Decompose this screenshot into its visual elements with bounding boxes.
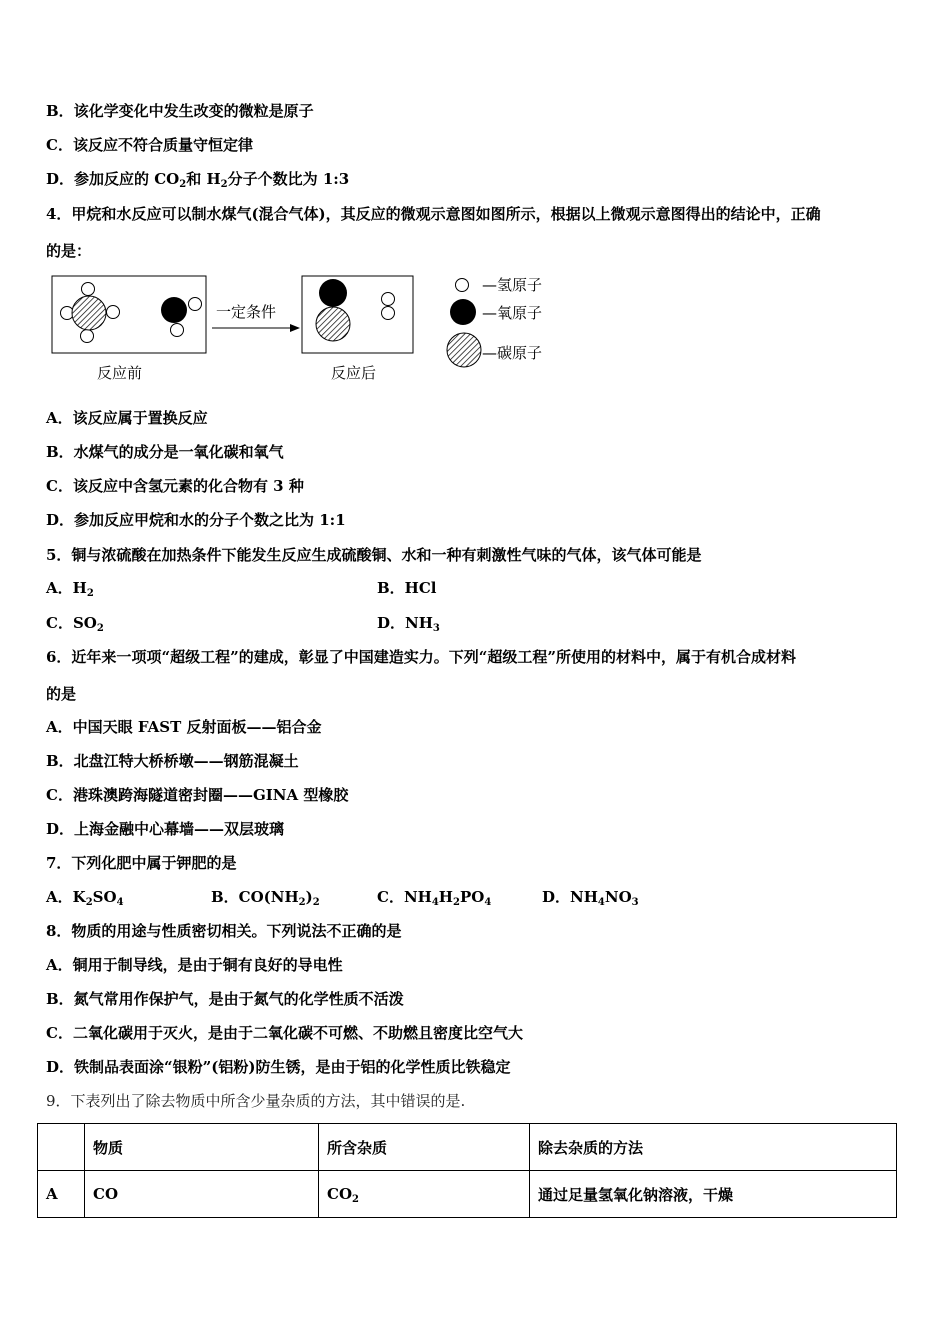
q5-option-c — [46, 613, 104, 633]
impurity-table — [37, 1123, 897, 1218]
impurity-sub: 2 — [352, 1194, 359, 1205]
q7-c-s1: 4 — [431, 897, 439, 908]
q4-option-a: A．该反应属于置换反应 — [46, 409, 208, 427]
reaction-diagram — [50, 273, 570, 393]
q7-d-t1: D．NH — [542, 888, 598, 906]
q5-option-a-sub: 2 — [86, 588, 94, 599]
co-oxygen — [319, 279, 347, 307]
q7-option-d — [542, 887, 639, 907]
q6-option-c: C．港珠澳跨海隧道密封圈——GINA 型橡胶 — [46, 786, 349, 804]
q7-option-c — [377, 887, 491, 907]
q3-sub-h2: 2 — [220, 179, 228, 190]
table-header-cell — [38, 1124, 85, 1171]
q6-option-b: B．北盘江特大桥桥墩——钢筋混凝土 — [46, 752, 299, 770]
q5-option-d — [377, 613, 440, 633]
q7-d-s2: 3 — [631, 897, 639, 908]
legend-carbon-label: —碳原子 — [482, 344, 543, 362]
q5-option-a-text: A．H — [46, 579, 87, 597]
after-label: 反应后 — [331, 364, 377, 382]
q3-option-b: B．该化学变化中发生改变的微粒是原子 — [46, 102, 314, 120]
q7-c-s2: 2 — [452, 897, 460, 908]
table-header-cell: 所含杂质 — [319, 1124, 530, 1171]
q7-option-b — [211, 887, 320, 907]
q3-option-d-text3: 分子个数比为 1:3 — [227, 170, 350, 188]
q8-option-d: D．铁制品表面涂“银粉”(铝粉)防生锈，是由于铝的化学性质比铁稳定 — [46, 1058, 511, 1076]
legend-oxygen-icon — [450, 299, 476, 325]
legend-hydrogen-label: —氢原子 — [482, 276, 543, 294]
methane-carbon — [72, 296, 106, 330]
legend-hydrogen-icon — [456, 279, 469, 292]
q4-option-d: D．参加反应甲烷和水的分子个数之比为 1:1 — [46, 511, 346, 529]
q4-option-c: C．该反应中含氢元素的化合物有 3 种 — [46, 477, 304, 495]
table-row — [38, 1171, 897, 1218]
q7-a-t2: SO — [92, 888, 117, 906]
h2-hydrogen-1 — [382, 293, 395, 306]
q7-c-s3: 4 — [484, 897, 492, 908]
q5-option-d-text: D．NH — [377, 614, 433, 632]
before-label: 反应前 — [97, 364, 143, 382]
q7-a-s1: 2 — [85, 897, 93, 908]
q6-option-a: A．中国天眼 FAST 反射面板——铝合金 — [46, 718, 322, 736]
q8-stem: 8．物质的用途与性质密切相关。下列说法不正确的是 — [46, 922, 402, 940]
q7-d-t2: NO — [604, 888, 632, 906]
q6-option-d: D．上海金融中心幕墙——双层玻璃 — [46, 820, 285, 838]
q8-option-b: B．氮气常用作保护气，是由于氮气的化学性质不活泼 — [46, 990, 404, 1008]
q7-d-s1: 4 — [597, 897, 605, 908]
q7-b-t2: ) — [305, 888, 313, 906]
q4-stem-line1: 4．甲烷和水反应可以制水煤气(混合气体)，其反应的微观示意图如图所示，根据以上微观示意图得出的结论中，正确 — [46, 205, 821, 223]
q5-option-d-sub: 3 — [432, 623, 440, 634]
q4-stem-line2: 的是： — [46, 242, 92, 260]
water-hydrogen-1 — [189, 298, 202, 311]
table-header-row — [38, 1124, 897, 1171]
table-cell-substance: CO — [85, 1171, 319, 1218]
legend-oxygen-label: —氧原子 — [482, 304, 543, 322]
q7-a-s2: 4 — [116, 897, 124, 908]
q5-option-b: B．HCl — [377, 579, 437, 597]
legend-carbon-icon — [447, 333, 481, 367]
impurity-text: CO — [327, 1185, 353, 1203]
q3-sub: 2 — [179, 179, 187, 190]
table-header-cell: 物质 — [85, 1124, 319, 1171]
q7-b-s2: 2 — [312, 897, 320, 908]
q5-option-c-sub: 2 — [96, 623, 104, 634]
q7-a-t1: A．K — [46, 888, 86, 906]
reaction-arrowhead — [290, 324, 300, 332]
water-hydrogen-2 — [171, 324, 184, 337]
q8-option-c: C．二氧化碳用于灭火，是由于二氧化碳不可燃、不助燃且密度比空气大 — [46, 1024, 523, 1042]
methane-hydrogen-top — [82, 283, 95, 296]
arrow-label: 一定条件 — [216, 303, 277, 321]
q6-stem-line2: 的是 — [46, 685, 77, 703]
q7-stem: 7．下列化肥中属于钾肥的是 — [46, 854, 237, 872]
q3-option-d — [46, 169, 349, 189]
q5-option-c-text: C．SO — [46, 614, 97, 632]
q7-c-t3: PO — [459, 888, 485, 906]
q8-option-a: A．铜用于制导线，是由于铜有良好的导电性 — [46, 956, 343, 974]
methane-hydrogen-bottom — [81, 330, 94, 343]
q3-option-d-text1: D．参加反应的 CO — [46, 170, 180, 188]
q5-option-a — [46, 578, 94, 598]
q7-option-a — [46, 887, 124, 907]
q3-option-d-text2: 和 H — [186, 170, 221, 188]
methane-hydrogen-right — [107, 306, 120, 319]
table-cell-label: A — [38, 1171, 85, 1218]
h2-hydrogen-2 — [382, 307, 395, 320]
q7-c-t1: C．NH — [377, 888, 432, 906]
q9-stem: 9．下表列出了除去物质中所含少量杂质的方法，其中错误的是. — [46, 1092, 466, 1110]
q3-option-c: C．该反应不符合质量守恒定律 — [46, 136, 253, 154]
co-carbon — [316, 307, 350, 341]
table-cell-method: 通过足量氢氧化钠溶液，干燥 — [530, 1171, 897, 1218]
table-cell-impurity — [319, 1171, 530, 1218]
q7-b-s1: 2 — [298, 897, 306, 908]
table-header-cell: 除去杂质的方法 — [530, 1124, 897, 1171]
q4-option-b: B．水煤气的成分是一氧化碳和氧气 — [46, 443, 284, 461]
q7-b-t1: B．CO(NH — [211, 888, 299, 906]
q6-stem-line1: 6．近年来一项项“超级工程”的建成，彰显了中国建造实力。下列“超级工程”所使用的材料中，属于有机合成材料 — [46, 648, 796, 666]
q5-stem: 5．铜与浓硫酸在加热条件下能发生反应生成硫酸铜、水和一种有刺激性气味的气体，该气体可能是 — [46, 546, 702, 564]
water-oxygen — [161, 297, 187, 323]
q7-c-t2: H — [438, 888, 453, 906]
